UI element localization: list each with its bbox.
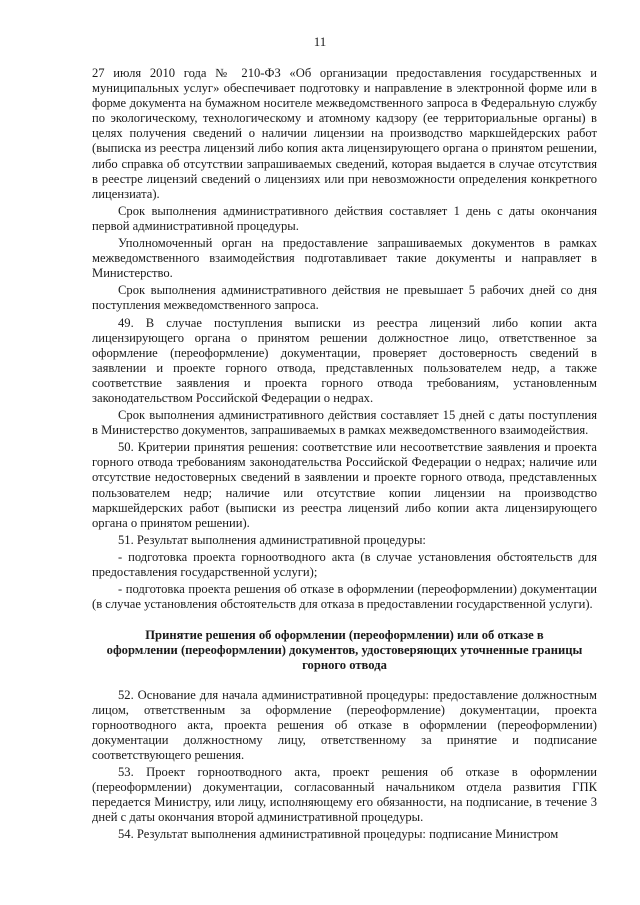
section-heading bbox=[92, 628, 597, 673]
section-heading-line: оформлении (переоформлении) документов, удостоверяющих уточненные границы bbox=[106, 643, 583, 658]
paragraph: 54. Результат выполнения административной процедуры: подписание Министром bbox=[118, 827, 559, 842]
list-item: - подготовка проекта горноотводного акта (в случае установления обстоятельств для предоставления государственной услуги); bbox=[92, 549, 597, 579]
section-heading-line: горного отвода bbox=[302, 658, 387, 673]
document-body bbox=[92, 66, 597, 845]
paragraph: Срок выполнения административного действия не превышает 5 рабочих дней со дня поступления межведомственного запроса. bbox=[92, 283, 597, 313]
paragraph: Срок выполнения административного действия составляет 1 день с даты окончания первой административной процедуры. bbox=[92, 203, 597, 233]
section-heading-line: Принятие решения об оформлении (переоформлении) или об отказе в bbox=[145, 628, 544, 643]
paragraph: 49. В случае поступления выписки из реестра лицензий либо копии акта лицензирующего органа о принятом решении должностное лицо, ответственное за оформление (переоформление) документации, проверяет достоверность сведений в заявлении и проекте горного отвода, представленных пользователем недр, а также соответствие заявления и проекта горного отвода требованиям, установленным законодательством Российской Федерации о недрах. bbox=[92, 315, 597, 405]
paragraph: 50. Критерии принятия решения: соответствие или несоответствие заявления и проекта горного отвода требованиям законодательства Российской Федерации о недрах; наличие или отсутствие недостоверных сведений в заявлении и проекте горного отвода, представленных пользователем недр; наличие или отсутствие копии лицензии на производство маркшейдерских работ (выписки из реестра лицензий либо копии акта лицензирующего органа о принятом решении). bbox=[92, 440, 597, 530]
paragraph: Уполномоченный орган на предоставление запрашиваемых документов в рамках межведомственного взаимодействия подготавливает такие документы и направляет в Министерство. bbox=[92, 236, 597, 281]
page-number: 11 bbox=[313, 34, 327, 49]
paragraph: 53. Проект горноотводного акта, проект решения об отказе в оформлении (переоформлении) документации, согласованный начальником отдела развития ГПК передается Министру, или лицу, исполняющему его обязанности, на подписание, в течение 3 дней с даты окончания второй административной процедуры. bbox=[92, 765, 597, 825]
list-item: - подготовка проекта решения об отказе в оформлении (переоформлении) документации (в случае установления обстоятельств для отказа в предоставлении государственной услуги). bbox=[92, 582, 597, 612]
paragraph: 27 июля 2010 года № 210-ФЗ «Об организации предоставления государственных и муниципальных услуг» обеспечивает подготовку и направление в электронной форме или в форме документа на бумажном носителе межведомственного запроса в Федеральную службу по экологическому, технологическому и атомному кадзору (ее территориальные органы) в целях получения сведений о наличии лицензии на производство маркшейдерских работ (выписка из реестра лицензий либо копия акта лицензирующего органа о принятом решении, либо справка об отсутствии запрашиваемых сведений, которая выдается в случае отсутствия в реестре лицензий сведений о лицензиях или при невозможности определения конкретного лицензиата). bbox=[92, 66, 597, 201]
paragraph: 52. Основание для начала административной процедуры: предоставление должностным лицом, ответственным за оформление (переоформление) документации, проекта горноотводного акта, проекта решения об отказе в оформлении (переоформлении) документации должностному лицу, ответственному за принятие и подписание соответствующего решения. bbox=[92, 687, 597, 762]
paragraph: 51. Результат выполнения административной процедуры: bbox=[118, 532, 426, 547]
paragraph: Срок выполнения административного действия составляет 15 дней с даты поступления в Министерство документов, запрашиваемых в рамках межведомственного взаимодействия. bbox=[92, 408, 597, 438]
